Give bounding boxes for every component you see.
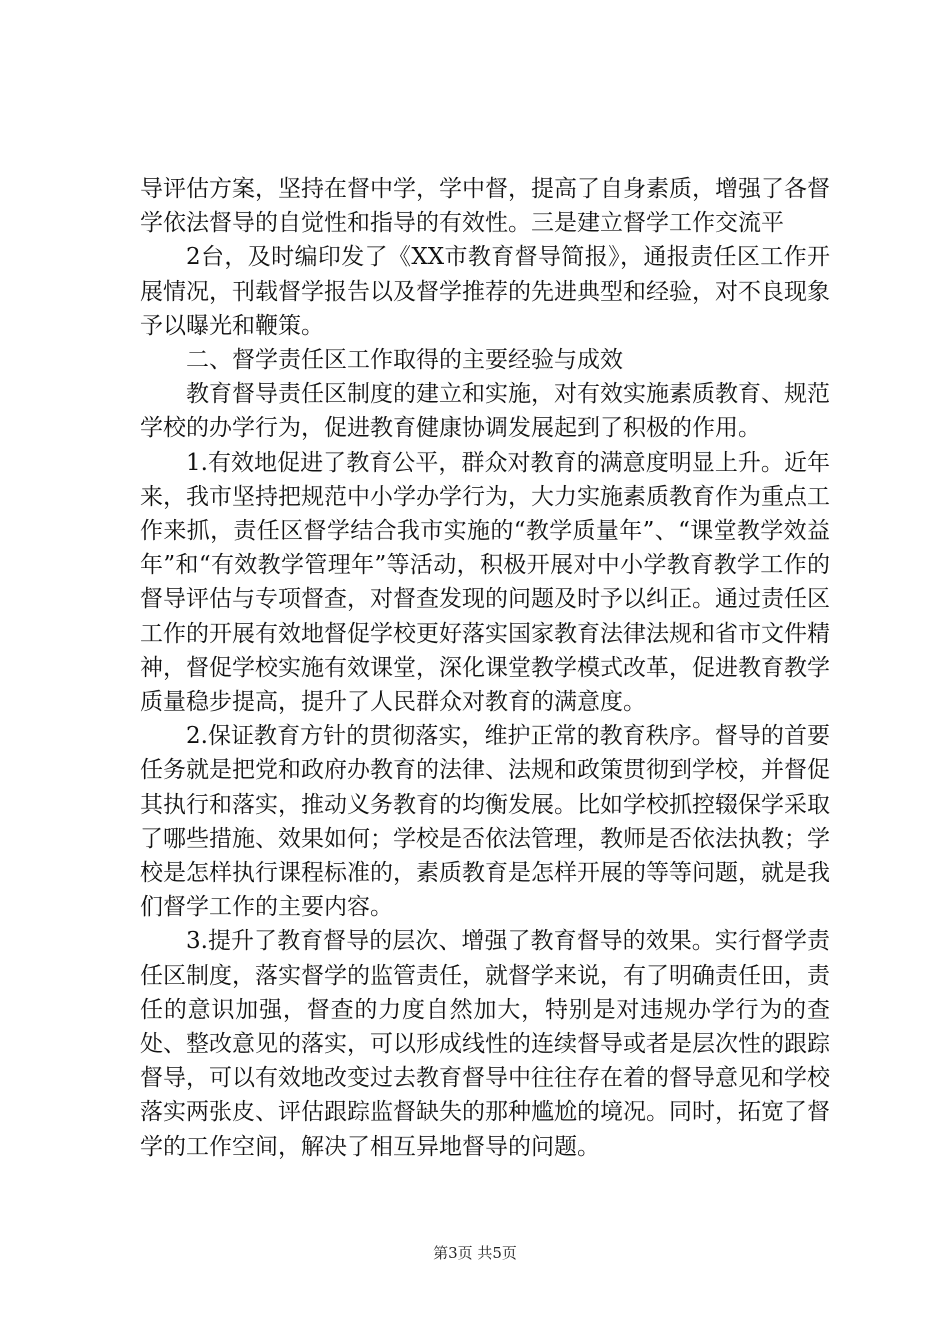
paragraph-point-1: 1.有效地促进了教育公平，群众对教育的满意度明显上升。近年来，我市坚持把规范中小学办学行为，大力实施素质教育作为重点工作来抓，责任区督学结合我市实施的“教学质量年”、“课堂教学效益年”和“有效教学管理年”等活动，积极开展对中小学教育教学工作的督导评估与专项督查，对督查发现的问题及时予以纠正。通过责任区工作的开展有效地督促学校更好落实国家教育法律法规和省市文件精神，督促学校实施有效课堂，深化课堂教学模式改革，促进教育教学质量稳步提高，提升了人民群众对教育的满意度。 [140,449,830,716]
paragraph-intro: 教育督导责任区制度的建立和实施，对有效实施素质教育、规范学校的办学行为，促进教育健康协调发展起到了积极的作用。 [140,381,830,442]
page-footer: 第3页 共5页 [433,1244,517,1262]
document-body [140,172,830,1164]
paragraph-point-3: 3.提升了教育督导的层次、增强了教育督导的效果。实行督学责任区制度，落实督学的监管责任，就督学来说，有了明确责任田，责任的意识加强，督查的力度自然加大，特别是对违规办学行为的查处、整改意见的落实，可以形成线性的连续督导或者是层次性的跟踪督导，可以有效地改变过去教育督导中往往存在着的督导意见和学校落实两张皮、评估跟踪监督缺失的那种尴尬的境况。同时，拓宽了督学的工作空间，解决了相互异地督导的问题。 [140,928,830,1160]
paragraph-platform: 2台，及时编印发了《XX市教育督导简报》，通报责任区工作开展情况，刊载督学报告以及督学推荐的先进典型和经验，对不良现象予以曝光和鞭策。 [140,244,830,339]
paragraph-point-2: 2.保证教育方针的贯彻落实，维护正常的教育秩序。督导的首要任务就是把党和政府办教育的法律、法规和政策贯彻到学校，并督促其执行和落实，推动义务教育的均衡发展。比如学校抓控辍保学采取了哪些措施、效果如何；学校是否依法管理，教师是否依法执教；学校是怎样执行课程标准的，素质教育是怎样开展的等等问题，就是我们督学工作的主要内容。 [140,723,830,921]
paragraph-continuation: 导评估方案，坚持在督中学，学中督，提高了自身素质，增强了各督学依法督导的自觉性和指导的有效性。三是建立督学工作交流平 [140,176,830,237]
section-heading: 二、督学责任区工作取得的主要经验与成效 [186,347,623,374]
